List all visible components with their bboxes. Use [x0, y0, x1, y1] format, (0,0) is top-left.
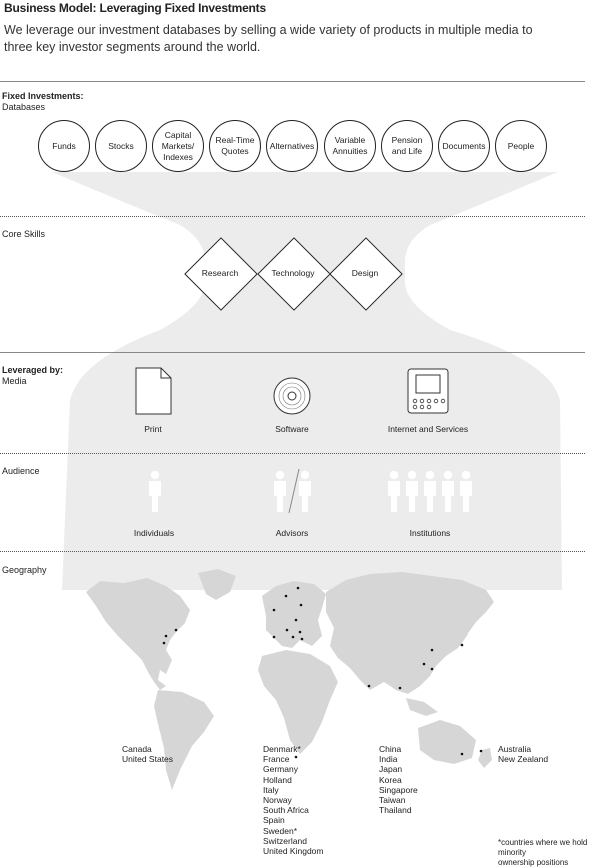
media-label-internet: Internet and Services	[387, 424, 469, 434]
europe-africa-country-list: Denmark* France Germany Holland Italy Norway South Africa Spain Sweden* Switzerland United Kingdom	[263, 744, 324, 857]
database-capital-markets: Capital Markets/ Indexes	[152, 120, 204, 172]
americas-country-list: Canada United States	[122, 744, 174, 765]
intro-text: We leverage our investment databases by selling a wide variety of products in multiple media to three key investor segments around the world.	[4, 23, 533, 54]
audience-label-advisors: Advisors	[275, 528, 309, 538]
audience-label-institutions: Institutions	[409, 528, 451, 538]
skill-label: Technology	[271, 268, 315, 278]
database-real-time-quotes: Real-Time Quotes	[209, 120, 261, 172]
database-funds: Funds	[38, 120, 90, 172]
geography-heading: Geography	[2, 565, 47, 575]
core-skills-heading: Core Skills	[2, 229, 46, 239]
leveraged-by-heading: Leveraged by:	[2, 365, 64, 375]
oceania-country-list: Australia New Zealand	[498, 744, 549, 765]
footnote: *countries where we hold minority ownership positions	[498, 838, 588, 867]
media-label-print: Print	[144, 424, 162, 434]
skill-label: Research	[201, 268, 239, 278]
database-stocks: Stocks	[95, 120, 147, 172]
database-variable-annuities: Variable Annuities	[324, 120, 376, 172]
audience-heading: Audience	[2, 466, 40, 476]
fixed-investments-heading: Fixed Investments:	[2, 91, 84, 101]
media-label-software: Software	[275, 424, 309, 434]
skill-label: Design	[351, 268, 379, 278]
database-documents: Documents	[438, 120, 490, 172]
database-pension-and-life: Pension and Life	[381, 120, 433, 172]
asia-country-list: China India Japan Korea Singapore Taiwan Thailand	[379, 744, 418, 816]
audience-label-individuals: Individuals	[133, 528, 175, 538]
media-heading: Media	[2, 376, 27, 386]
database-people: People	[495, 120, 547, 172]
page-title: Business Model: Leveraging Fixed Investments	[4, 1, 266, 15]
database-alternatives: Alternatives	[266, 120, 318, 172]
databases-heading: Databases	[2, 102, 46, 112]
